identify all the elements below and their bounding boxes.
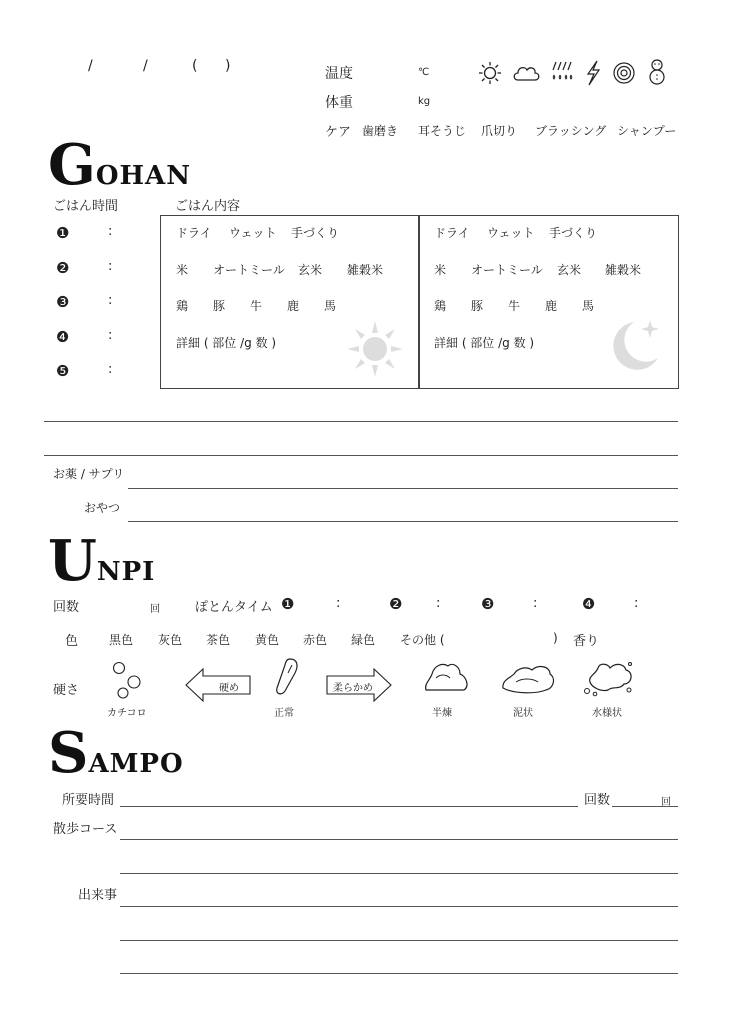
- pm-grain-oatmeal[interactable]: オートミール: [471, 263, 543, 277]
- hardness-level-watery[interactable]: 水様状: [592, 708, 622, 719]
- meal-number-3: ❸: [56, 293, 70, 311]
- note-line-2[interactable]: [44, 455, 678, 456]
- potty-number-3: ❸: [481, 595, 495, 613]
- snack-label: おやつ: [84, 501, 121, 515]
- pm-food-homemade[interactable]: 手づくり: [549, 226, 598, 240]
- sampo-section-title: SAMPO: [48, 720, 184, 786]
- meal-time-label: ごはん時間: [53, 199, 119, 214]
- walk-course-line-1[interactable]: [120, 839, 678, 840]
- color-green[interactable]: 緑色: [351, 633, 376, 647]
- unpi-count-label: 回数: [53, 600, 80, 615]
- hardness-level-semi-soft[interactable]: 半煉: [432, 708, 452, 719]
- pm-food-wet[interactable]: ウェット: [487, 226, 535, 240]
- unpi-section-title: UNPI: [48, 528, 156, 594]
- hardness-label: 硬さ: [53, 683, 80, 698]
- potty-colon-4[interactable]: :: [634, 596, 639, 611]
- temperature-unit: ℃: [418, 67, 430, 78]
- am-meat-venison[interactable]: 鹿: [287, 299, 300, 313]
- color-other-open[interactable]: その他 (: [400, 633, 445, 647]
- watery-stool-icon: [582, 658, 634, 698]
- sun-icon: [346, 320, 404, 378]
- pm-food-dry[interactable]: ドライ: [434, 226, 470, 240]
- snowman-icon[interactable]: [648, 58, 666, 86]
- walk-course-label: 散歩コース: [53, 822, 118, 837]
- pm-meat-chicken[interactable]: 鶏: [434, 299, 447, 313]
- unpi-count-unit: 回: [150, 604, 160, 615]
- am-grain-oatmeal[interactable]: オートミール: [213, 263, 285, 277]
- pm-meat-venison[interactable]: 鹿: [545, 299, 558, 313]
- thunder-icon[interactable]: [584, 60, 602, 86]
- walk-events-label: 出来事: [78, 888, 118, 903]
- meal-content-label: ごはん内容: [175, 199, 241, 214]
- walk-events-line-3[interactable]: [120, 973, 678, 974]
- meal-time-colon-1[interactable]: :: [108, 224, 113, 239]
- color-brown[interactable]: 茶色: [206, 633, 231, 647]
- walk-duration-label: 所要時間: [62, 793, 115, 808]
- potty-number-1: ❶: [281, 595, 295, 613]
- color-black[interactable]: 黒色: [109, 633, 134, 647]
- potty-colon-3[interactable]: :: [533, 596, 538, 611]
- care-item-nails[interactable]: 爪切り: [481, 124, 518, 138]
- cloud-icon[interactable]: [512, 63, 540, 83]
- color-red[interactable]: 赤色: [303, 633, 328, 647]
- am-food-homemade[interactable]: 手づくり: [291, 226, 340, 240]
- color-other-close: ): [553, 631, 558, 645]
- potty-number-4: ❹: [582, 595, 596, 613]
- am-grain-rice[interactable]: 米: [176, 263, 189, 277]
- hardness-level-mushy[interactable]: 泥状: [513, 708, 533, 719]
- medicine-label: お薬 / サプリ: [53, 467, 125, 481]
- meal-time-colon-3[interactable]: :: [108, 293, 113, 308]
- mushy-stool-icon: [500, 660, 556, 696]
- care-item-ears[interactable]: 耳そうじ: [418, 124, 467, 138]
- care-label: ケア: [325, 125, 352, 140]
- am-detail-label: 詳細 ( 部位 /g 数 ): [176, 336, 277, 350]
- meal-number-4: ❹: [56, 328, 70, 346]
- note-line-1[interactable]: [44, 421, 678, 422]
- care-item-shampoo[interactable]: シャンプー: [617, 124, 677, 138]
- weekday-paren-close: ): [225, 58, 231, 74]
- am-meat-pork[interactable]: 豚: [213, 299, 226, 313]
- meal-time-colon-4[interactable]: :: [108, 328, 113, 343]
- pm-meat-pork[interactable]: 豚: [471, 299, 484, 313]
- gohan-section-title: GOHAN: [48, 132, 191, 198]
- pm-detail-label: 詳細 ( 部位 /g 数 ): [434, 336, 535, 350]
- meal-number-1: ❶: [56, 224, 70, 242]
- am-food-wet[interactable]: ウェット: [229, 226, 277, 240]
- pm-grain-multigrain[interactable]: 雑穀米: [605, 263, 642, 277]
- color-label: 色: [65, 634, 79, 649]
- sun-icon[interactable]: [478, 61, 502, 85]
- pm-meat-horse[interactable]: 馬: [582, 299, 595, 313]
- weekday-paren-open: (: [192, 58, 198, 74]
- date-slash-2: /: [143, 58, 148, 74]
- hardness-level-hard[interactable]: カチコロ: [107, 708, 147, 719]
- potty-number-2: ❷: [389, 595, 403, 613]
- pm-grain-rice[interactable]: 米: [434, 263, 447, 277]
- soft-arrow-label: 柔らかめ: [333, 683, 373, 694]
- hardness-level-normal[interactable]: 正常: [274, 708, 294, 719]
- semi-soft-stool-icon: [422, 660, 470, 696]
- meal-time-colon-5[interactable]: :: [108, 362, 113, 377]
- am-food-dry[interactable]: ドライ: [176, 226, 212, 240]
- pm-grain-brown-rice[interactable]: 玄米: [557, 263, 582, 277]
- hard-pellets-icon: [110, 660, 146, 700]
- care-item-teeth[interactable]: 歯磨き: [362, 124, 399, 138]
- walk-duration-input-line[interactable]: [120, 806, 578, 807]
- temperature-label: 温度: [325, 66, 353, 82]
- am-meat-chicken[interactable]: 鶏: [176, 299, 189, 313]
- moon-icon: [610, 318, 662, 374]
- potty-colon-1[interactable]: :: [336, 596, 341, 611]
- potty-colon-2[interactable]: :: [436, 596, 441, 611]
- date-slash-1: /: [88, 58, 93, 74]
- am-meat-beef[interactable]: 牛: [250, 299, 263, 313]
- walk-count-unit: 回: [661, 797, 671, 808]
- hard-arrow-icon: [185, 668, 251, 702]
- snack-input-line[interactable]: [128, 521, 678, 522]
- am-meat-horse[interactable]: 馬: [324, 299, 337, 313]
- color-gray[interactable]: 灰色: [158, 633, 183, 647]
- weight-label: 体重: [325, 95, 353, 111]
- care-item-brushing[interactable]: ブラッシング: [535, 124, 607, 138]
- meal-number-5: ❺: [56, 362, 70, 380]
- walk-events-line-1[interactable]: [120, 906, 678, 907]
- meal-number-2: ❷: [56, 259, 70, 277]
- walk-course-line-2[interactable]: [120, 873, 678, 874]
- weight-unit: kg: [418, 96, 431, 107]
- typhoon-icon[interactable]: [612, 61, 636, 85]
- meal-time-colon-2[interactable]: :: [108, 259, 113, 274]
- walk-count-label: 回数: [584, 793, 611, 808]
- medicine-input-line[interactable]: [128, 488, 678, 489]
- am-grain-multigrain[interactable]: 雑穀米: [347, 263, 384, 277]
- pm-meat-beef[interactable]: 牛: [508, 299, 521, 313]
- normal-stool-icon: [273, 657, 301, 697]
- color-yellow[interactable]: 黄色: [255, 633, 280, 647]
- potty-time-label: ぽとんタイム: [195, 600, 273, 615]
- hard-arrow-label: 硬め: [219, 683, 239, 694]
- rain-icon[interactable]: [550, 60, 574, 84]
- am-grain-brown-rice[interactable]: 玄米: [298, 263, 323, 277]
- walk-events-line-2[interactable]: [120, 940, 678, 941]
- smell-label[interactable]: 香り: [573, 634, 600, 649]
